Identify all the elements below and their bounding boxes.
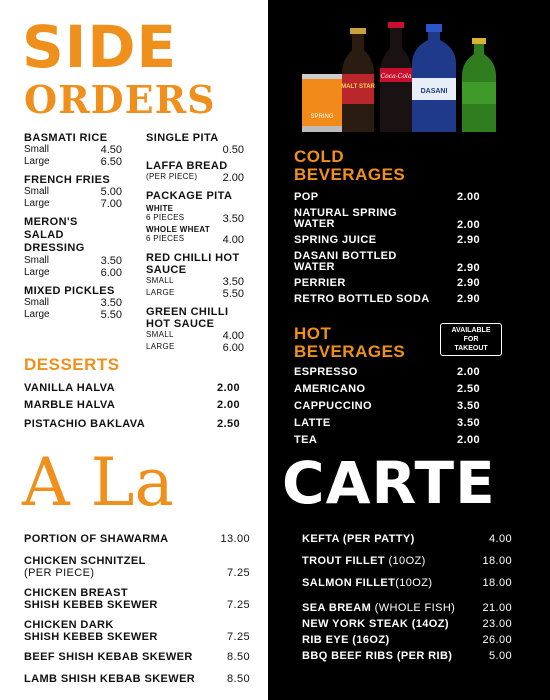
beverages-image	[300, 18, 500, 134]
drink-name: ESPRESSO	[294, 366, 358, 378]
price: 2.00	[216, 399, 240, 411]
name-line: RED CHILLI HOT	[146, 252, 240, 264]
price: 5.00	[100, 186, 122, 198]
size-row	[24, 198, 122, 210]
takeout-badge	[440, 323, 502, 356]
dish-name	[302, 555, 426, 577]
carte-row	[302, 577, 512, 599]
price: 7.25	[226, 599, 250, 611]
title-line: BEVERAGES	[294, 342, 406, 361]
size-label: Large	[24, 309, 50, 320]
price: 5.50	[222, 288, 244, 300]
size-label: Small	[24, 255, 50, 266]
price: 18.00	[482, 577, 512, 589]
option-label: WHITE	[146, 204, 174, 213]
hot-row	[294, 417, 480, 434]
carte-row	[302, 650, 512, 666]
a-la-carte-title-left: A La	[22, 444, 174, 521]
dish-name: PORTION OF SHAWARMA	[24, 533, 169, 545]
dish-name: BEEF SHISH KEBAB SKEWER	[24, 651, 193, 663]
price: 2.90	[456, 234, 480, 246]
carte-row	[302, 602, 512, 618]
orange-can	[302, 74, 342, 132]
dish-name	[302, 577, 432, 599]
price: 3.50	[222, 213, 244, 225]
dish-name	[24, 619, 158, 651]
price: 2.00	[456, 219, 480, 231]
name-line: HOT SAUCE	[146, 318, 215, 330]
cola-bottle	[380, 22, 412, 132]
size-row	[24, 267, 122, 279]
dish-name: BBQ BEEF RIBS (PER RIB)	[302, 650, 453, 662]
carte-row	[24, 555, 250, 587]
name-note: (10OZ)	[395, 577, 433, 589]
price-row	[146, 144, 244, 156]
name-line: SAUCE	[146, 264, 187, 276]
badge-line: FOR	[463, 336, 479, 343]
item-laffa: LAFFA BREAD	[146, 160, 228, 172]
dish-name	[24, 587, 158, 619]
price: 18.00	[482, 555, 512, 567]
name-note: (10OZ)	[385, 555, 426, 567]
carte-row	[302, 533, 512, 555]
price: 5.50	[100, 309, 122, 321]
name-line: (PER PIECE)	[24, 567, 95, 579]
size-label: Small	[24, 186, 50, 197]
price: 2.00	[456, 434, 480, 446]
price: 4.00	[488, 533, 512, 545]
water-bottle	[412, 24, 456, 132]
dessert-row	[24, 382, 240, 394]
title-line: HOT	[294, 324, 332, 343]
size-label: SMALL	[146, 276, 174, 285]
carte-row	[302, 634, 512, 650]
item-red-chilli	[146, 252, 244, 276]
hot-list	[294, 366, 480, 451]
size-label: Large	[24, 156, 50, 167]
price: 6.00	[100, 267, 122, 279]
cold-row	[294, 293, 480, 309]
note: (PER PIECE)	[146, 172, 198, 181]
dish-name	[24, 555, 146, 587]
name-line: CHICKEN BREAST	[24, 587, 128, 599]
side-col-2	[146, 132, 244, 354]
hot-row	[294, 366, 480, 383]
price: 3.50	[456, 417, 480, 429]
drink-name	[294, 208, 397, 234]
price: 5.00	[488, 650, 512, 662]
dessert-row	[24, 399, 240, 411]
note: 6 PIECES	[146, 234, 185, 243]
item-package-pita: PACKAGE PITA	[146, 190, 233, 202]
cold-row	[294, 234, 480, 251]
note: 6 PIECES	[146, 213, 185, 222]
price: 4.00	[222, 330, 244, 342]
name-line: MERON'S	[24, 216, 78, 228]
badge-line: AVAILABLE	[451, 327, 491, 334]
carte-row	[302, 618, 512, 634]
size-row	[24, 144, 122, 156]
title-line: BEVERAGES	[294, 165, 406, 184]
item-salad-dressing	[24, 216, 122, 255]
price: 2.00	[216, 382, 240, 394]
carte-row	[302, 555, 512, 577]
coke-label: Coca-Cola	[380, 73, 412, 80]
drink-name: SPRING JUICE	[294, 234, 377, 246]
size-row	[24, 297, 122, 309]
carte-row	[24, 651, 250, 673]
malt-bottle	[341, 28, 375, 132]
price: 2.00	[456, 191, 480, 203]
price: 3.50	[222, 276, 244, 288]
price: 6.50	[100, 156, 122, 168]
drink-name: LATTE	[294, 417, 331, 429]
item-single-pita: SINGLE PITA	[146, 132, 219, 144]
size-row	[24, 309, 122, 321]
name-line: DRESSING	[24, 242, 85, 254]
item-fries: FRENCH FRIES	[24, 174, 111, 186]
price: 2.50	[456, 383, 480, 395]
price: 6.00	[222, 342, 244, 354]
price: 2.90	[456, 262, 480, 274]
price: 7.25	[226, 631, 250, 643]
name-line: SHISH KEBEB SKEWER	[24, 599, 158, 611]
dessert-name: MARBLE HALVA	[24, 399, 116, 411]
name-main: SALMON FILLET	[302, 577, 396, 589]
title-line: COLD	[294, 147, 345, 166]
dish-name: NEW YORK STEAK (14OZ)	[302, 618, 449, 630]
size-label: LARGE	[146, 342, 175, 351]
name-line: SHISH KEBEB SKEWER	[24, 631, 158, 643]
a-la-carte-title-right: CARTE	[282, 449, 496, 517]
size-label: Large	[24, 267, 50, 278]
option-label: WHOLE WHEAT	[146, 225, 211, 234]
size-row	[146, 276, 244, 288]
dessert-name: VANILLA HALVA	[24, 382, 115, 394]
price: 7.00	[100, 198, 122, 210]
size-label: SMALL	[146, 330, 174, 339]
dish-name: LAMB SHISH KEBAB SKEWER	[24, 673, 196, 685]
cold-row	[294, 191, 480, 208]
price: 3.50	[456, 400, 480, 412]
size-row	[146, 330, 244, 342]
price: 13.00	[220, 533, 250, 545]
name-line: SALAD	[24, 229, 64, 241]
name-line: CHICKEN DARK	[24, 619, 114, 631]
drink-name: RETRO BOTTLED SODA	[294, 293, 430, 305]
green-bottle	[462, 38, 496, 132]
malt-label: MALT STAR	[341, 84, 375, 90]
carte-left-list	[24, 533, 250, 693]
name-line: DASANI BOTTLED	[294, 250, 397, 262]
carte-right-list	[302, 533, 512, 666]
price: 8.50	[226, 651, 250, 663]
price-row	[146, 172, 244, 184]
cold-row	[294, 277, 480, 293]
hot-row	[294, 383, 480, 400]
size-label: Large	[24, 198, 50, 209]
name-main: TROUT FILLET	[302, 555, 386, 567]
cold-list	[294, 191, 480, 309]
size-row	[24, 255, 122, 267]
price: 3.50	[100, 297, 122, 309]
drink-name	[294, 251, 397, 277]
price: 26.00	[482, 634, 512, 646]
drink-name: TEA	[294, 434, 318, 446]
price: 2.50	[216, 418, 240, 430]
dish-name: KEFTA (PER PATTY)	[302, 533, 415, 545]
item-basmati: BASMATI RICE	[24, 132, 108, 144]
cold-title	[294, 148, 405, 184]
price: 7.25	[226, 567, 250, 579]
name-line: CHICKEN SCHNITZEL	[24, 555, 146, 567]
name-line: WATER	[294, 261, 335, 273]
orders-title: ORDERS	[24, 77, 216, 122]
size-label: LARGE	[146, 288, 175, 297]
size-label: Small	[24, 297, 50, 308]
name-line: NATURAL SPRING	[294, 207, 397, 219]
carte-row	[24, 587, 250, 619]
price: 2.00	[222, 172, 244, 184]
price: 2.00	[456, 366, 480, 378]
name-line: GREEN CHILLI	[146, 306, 229, 318]
price: 2.90	[456, 293, 480, 305]
dish-name: RIB EYE (16OZ)	[302, 634, 390, 646]
drink-name: POP	[294, 191, 319, 203]
item-pickles: MIXED PICKLES	[24, 285, 115, 297]
price: 3.50	[100, 255, 122, 267]
name-note: (WHOLE FISH)	[371, 602, 456, 614]
price: 2.90	[456, 277, 480, 289]
price: 4.50	[100, 144, 122, 156]
dish-name	[302, 602, 455, 618]
cold-row	[294, 251, 480, 277]
price: 8.50	[226, 673, 250, 685]
dessert-row	[24, 418, 240, 430]
name-main: SEA BREAM	[302, 602, 372, 614]
size-row	[24, 186, 122, 198]
drink-name: AMERICANO	[294, 383, 366, 395]
dessert-name: PISTACHIO BAKLAVA	[24, 418, 146, 430]
size-label: Small	[24, 144, 50, 155]
side-title: SIDE	[22, 13, 178, 81]
desserts-title: DESSERTS	[24, 355, 120, 374]
cold-row	[294, 208, 480, 234]
drink-name: PERRIER	[294, 277, 346, 289]
hot-row	[294, 400, 480, 417]
price: 4.00	[222, 234, 244, 246]
size-row	[146, 288, 244, 300]
item-green-chilli	[146, 306, 244, 330]
size-row	[24, 156, 122, 168]
drink-name: CAPPUCCINO	[294, 400, 372, 412]
price: 21.00	[482, 602, 512, 614]
carte-row	[24, 673, 250, 693]
name-line: WATER	[294, 218, 335, 230]
hot-title	[294, 325, 405, 361]
size-row	[146, 342, 244, 354]
price: 0.50	[222, 144, 244, 156]
can-label: SPRING	[310, 114, 334, 120]
dasani-label: DASANI	[420, 88, 448, 95]
carte-row	[24, 533, 250, 553]
side-col-1	[24, 132, 122, 321]
carte-row	[24, 619, 250, 651]
price: 23.00	[482, 618, 512, 630]
price-row	[146, 234, 244, 246]
price-row	[146, 213, 244, 225]
badge-line: TAKEOUT	[454, 345, 488, 352]
